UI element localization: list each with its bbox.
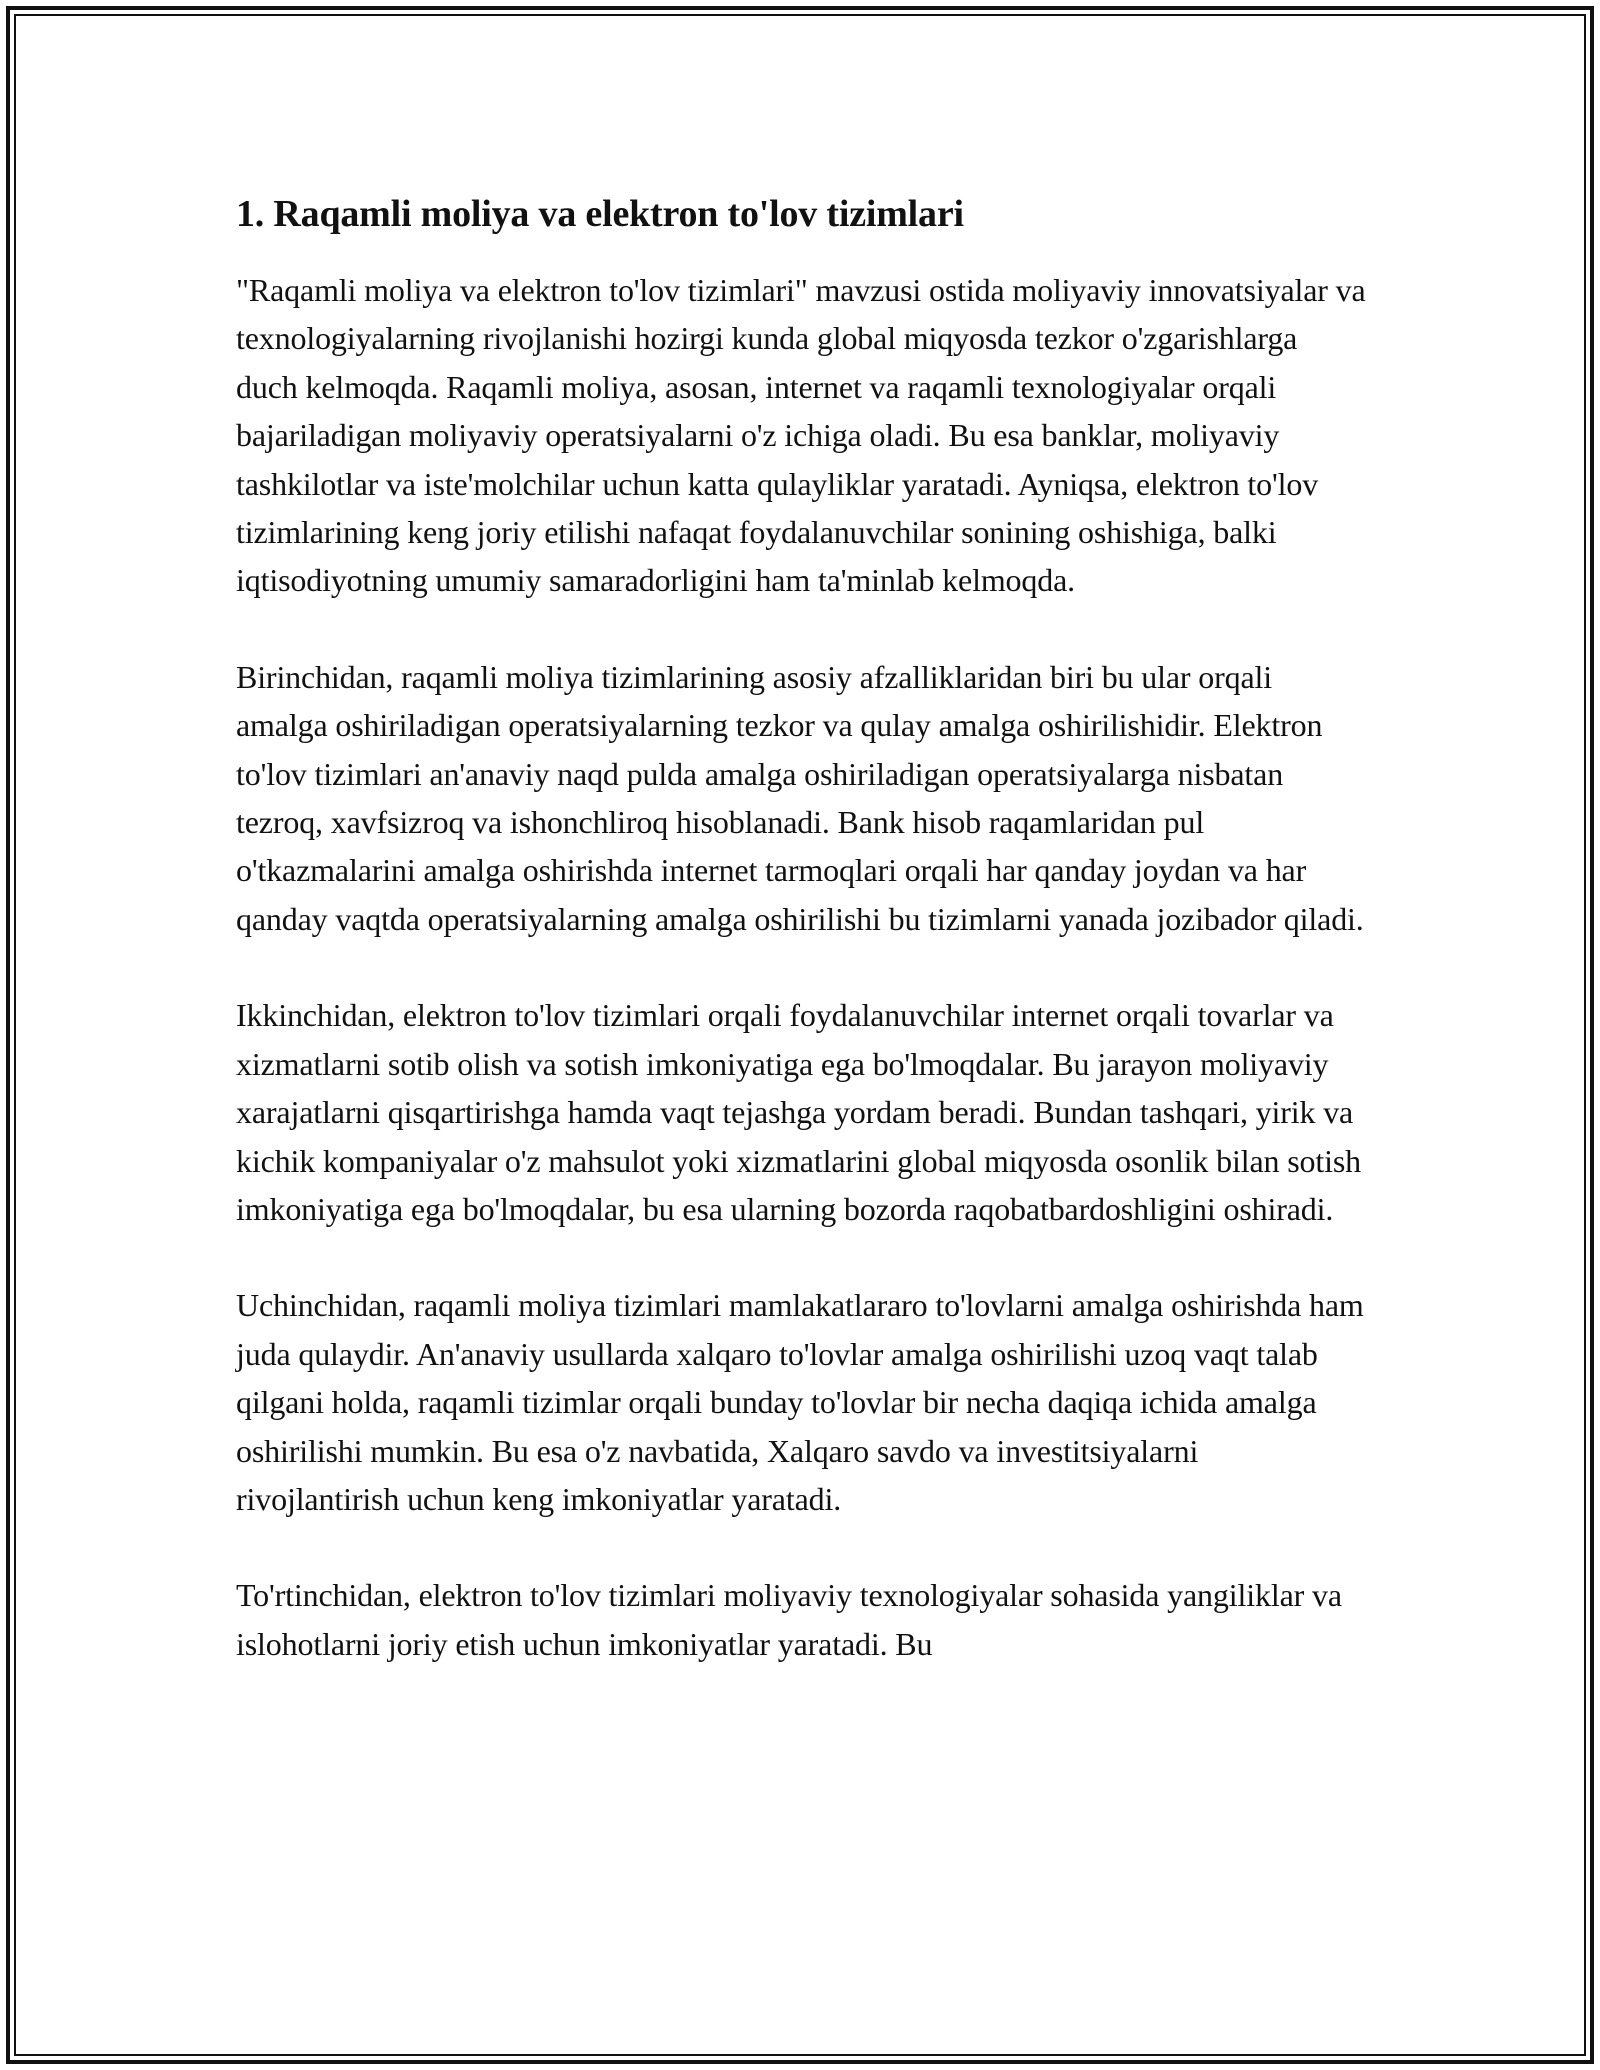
paragraph-intro: "Raqamli moliya va elektron to'lov tizimlari" mavzusi ostida moliyaviy innovatsiyalar va texnologiyalarning rivojlanishi hozirgi kunda global miqyosda tezkor o'zgarishlarga duch kelmoqda. Raqamli moliya, asosan, internet va raqamli texnologiyalar orqali bajariladigan moliyaviy operatsiyalarni o'z ichiga oladi. Bu esa banklar, moliyaviy tashkilotlar va iste'molchilar uchun katta qulayliklar yaratadi. Ayniqsa, elektron to'lov tizimlarining keng joriy etilishi nafaqat foydalanuvchilar sonining oshishiga, balki iqtisodiyotning umumiy samaradorligini ham ta'minlab kelmoqda. bbox=[236, 272, 1366, 599]
paragraph-third-point: Uchinchidan, raqamli moliya tizimlari mamlakatlararo to'lovlarni amalga oshirishda ham juda qulaydir. An'anaviy usullarda xalqaro to'lovlar amalga oshirilishi uzoq vaqt talab qilgani holda, raqamli tizimlar orqali bunday to'lovlar bir necha daqiqa ichida amalga oshirilishi mumkin. Bu esa o'z navbatida, Xalqaro savdo va investitsiyalarni rivojlantirish uchun keng imkoniyatlar yaratadi. bbox=[236, 1287, 1364, 1517]
paragraph-fourth-point: To'rtinchidan, elektron to'lov tizimlari moliyaviy texnologiyalar sohasida yangiliklar va islohotlarni joriy etish uchun imkoniyatlar yaratadi. Bu bbox=[236, 1577, 1342, 1662]
paragraph-first-point: Birinchidan, raqamli moliya tizimlarining asosiy afzalliklaridan biri bu ular orqali amalga oshiriladigan operatsiyalarning tezkor va qulay amalga oshirilishidir. Elektron to'lov tizimlari an'anaviy naqd pulda amalga oshiriladigan operatsiyalarga nisbatan tezroq, xavfsizroq va ishonchliroq hisoblanadi. Bank hisob raqamlaridan pul o'tkazmalarini amalga oshirishda internet tarmoqlari orqali har qanday joydan va har qanday vaqtda operatsiyalarning amalga oshirilishi bu tizimlarni yanada jozibador qiladi. bbox=[236, 658, 1364, 937]
document-body bbox=[236, 184, 1366, 1716]
paragraph-second-point: Ikkinchidan, elektron to'lov tizimlari orqali foydalanuvchilar internet orqali tovarlar va xizmatlarni sotib olish va sotish imkoniyatiga ega bo'lmoqdalar. Bu jarayon moliyaviy xarajatlarni qisqartirishga hamda vaqt tejashga yordam beradi. Bundan tashqari, yirik va kichik kompaniyalar o'z mahsulot yoki xizmatlarini global miqyosda osonlik bilan sotish imkoniyatiga ega bo'lmoqdalar, bu esa ularning bozorda raqobatbardoshligini oshiradi. bbox=[236, 997, 1361, 1227]
section-heading: 1. Raqamli moliya va elektron to'lov tizimlari bbox=[236, 193, 964, 235]
